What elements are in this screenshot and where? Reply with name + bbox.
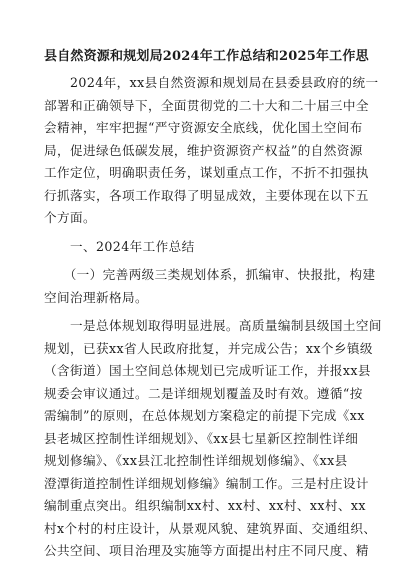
text-line: 公共空间、项目治理及实施等方面提出村庄不同尺度、精 — [44, 543, 369, 558]
text-line: 一是总体规划取得明显进展。高质量编制县级国土空间 — [44, 318, 382, 333]
text-line: 局，促进绿色低碳发展，维护资源资产权益”的自然资源 — [44, 142, 363, 158]
text-line: 规委会审议通过。二是详细规划覆盖及时有效。遵循“按 — [44, 385, 363, 401]
text-line: 部署和正确领导下，全面贯彻党的二十大和二十届三中全 — [44, 97, 369, 113]
text-line: 编制重点突出。组织编制xx村、xx村、xx村、xx村、xx — [44, 498, 366, 513]
subsection-heading — [44, 264, 376, 309]
body-paragraph — [44, 315, 382, 563]
intro-paragraph — [44, 72, 379, 230]
text-line: 空间治理新格局。 — [44, 289, 148, 305]
document-title: 县自然资源和规划局2024年工作总结和2025年工作思 — [44, 49, 369, 64]
document-body — [44, 72, 382, 563]
text-line: 澄潭街道控制性详细规划修编》编制工作。三是村庄设计 — [44, 475, 369, 491]
text-line: （含街道）国土空间总体规划已完成听证工作，并报xx县 — [44, 363, 371, 378]
text-line: 2024年，xx县自然资源和规划局在县委县政府的统一 — [44, 75, 379, 90]
text-line: 行抓落实，各项工作取得了明显成效，主要体现在以下五 — [44, 187, 369, 203]
text-line: 工作定位，明确职责任务，谋划重点工作，不折不扣强执 — [44, 165, 369, 180]
text-line: 需编制”的原则，在总体规划方案稳定的前提下完成《xx — [44, 408, 365, 423]
section-heading — [44, 236, 366, 259]
text-line: 一、2024年工作总结 — [44, 238, 195, 254]
text-line: 村x个村的村庄设计，从景观风貌、建筑界面、交通组织、 — [44, 520, 377, 536]
text-line: 规划修编》、《xx县江北控制性详细规划修编》、《xx县 — [44, 453, 348, 468]
text-line: 个方面。 — [44, 210, 96, 225]
text-line: 县老城区控制性详细规划》、《xx县七星新区控制性详细 — [44, 430, 359, 446]
text-line: （一）完善两级三类规划体系，抓编审、快报批，构建 — [44, 267, 376, 282]
text-line: 会精神，牢牢把握“严守资源安全底线，优化国土空间布 — [44, 120, 363, 135]
text-line: 规划，已获xx省人民政府批复，并完成公告；xx个乡镇级 — [44, 340, 373, 356]
